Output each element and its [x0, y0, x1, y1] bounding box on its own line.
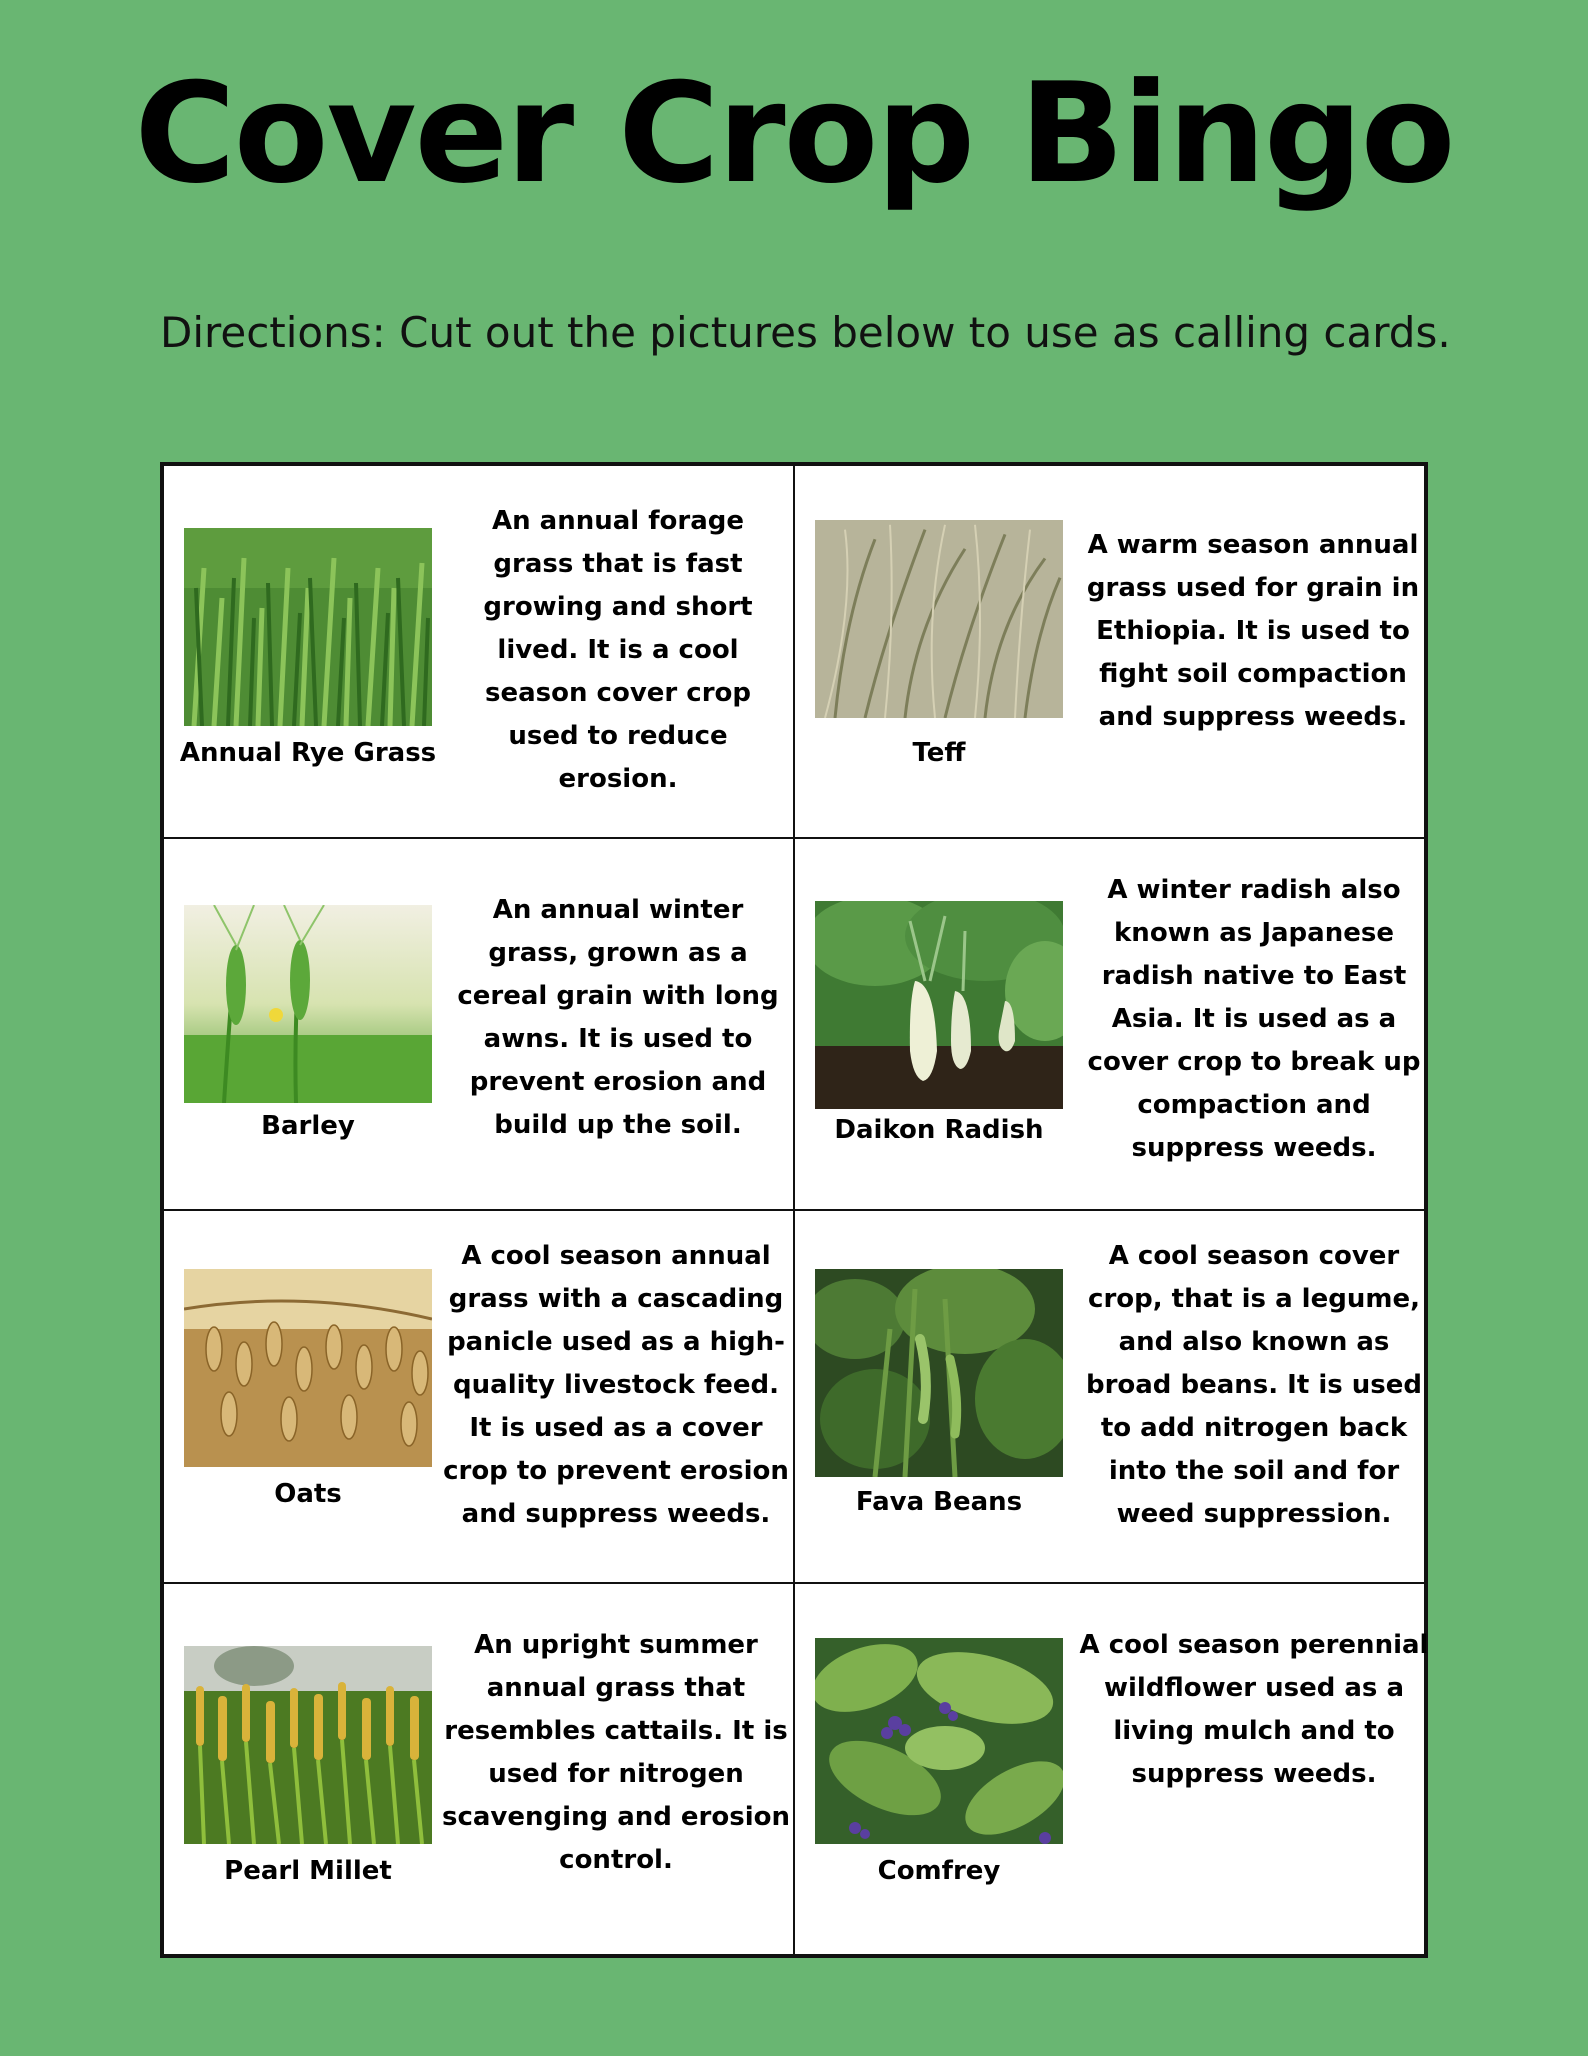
card-description: An annual forage grass that is fast growing and short lived. It is a cool season cover crop used to reduce erosion.: [483, 506, 753, 794]
card-daikon-radish: [794, 838, 1425, 1211]
teff-image: [815, 520, 1063, 718]
card-name: Comfrey: [877, 1855, 1001, 1886]
card-description: A warm season annual grass used for grain in Ethiopia. It is used to fight soil compaction and suppress weeds.: [1086, 530, 1420, 732]
card-oats: [163, 1210, 794, 1583]
fava-beans-image: [815, 1269, 1063, 1477]
barley-image: [184, 905, 432, 1103]
card-name: Oats: [274, 1479, 342, 1509]
card-comfrey: [794, 1583, 1429, 1956]
card-annual-rye-grass: [163, 465, 794, 838]
annual-rye-grass-image: [184, 528, 432, 726]
card-barley: [163, 838, 794, 1211]
comfrey-image: [815, 1638, 1063, 1844]
oats-image: [184, 1269, 432, 1467]
card-description: A winter radish also known as Japanese radish native to East Asia. It is used as a cover crop to break up compaction and suppress weeds.: [1087, 874, 1421, 1163]
card-teff: [794, 465, 1425, 838]
card-name: Pearl Millet: [224, 1855, 392, 1886]
card-description: A cool season perennial wildflower used as a living mulch and to suppress weeds.: [1079, 1629, 1429, 1789]
card-description: An annual winter grass, grown as a cereal grain with long awns. It is used to prevent erosion and build up the soil.: [457, 894, 779, 1140]
card-description: A cool season annual grass with a cascading panicle used as a high-quality livestock feed. It is used as a cover crop to prevent erosion and suppress weeds.: [443, 1241, 789, 1529]
card-name: Fava Beans: [855, 1487, 1023, 1517]
card-name: Barley: [261, 1110, 355, 1141]
card-description: An upright summer annual grass that resembles cattails. It is used for nitrogen scavenging and erosion control.: [441, 1629, 791, 1875]
pearl-millet-image: [184, 1646, 432, 1844]
card-name: Teff: [912, 738, 966, 768]
directions-text: Directions: Cut out the pictures below to use as calling cards.: [160, 308, 1451, 357]
card-fava-beans: [794, 1210, 1425, 1583]
page-title: Cover Crop Bingo: [134, 53, 1454, 214]
bingo-card-grid: [160, 462, 1428, 1958]
daikon-radish-image: [815, 901, 1063, 1109]
card-name: Annual Rye Grass: [179, 738, 437, 768]
card-pearl-millet: [163, 1583, 794, 1956]
card-name: Daikon Radish: [834, 1114, 1044, 1145]
card-description: A cool season cover crop, that is a legume, and also known as broad beans. It is used to add nitrogen back into the soil and for weed suppression.: [1085, 1241, 1423, 1529]
